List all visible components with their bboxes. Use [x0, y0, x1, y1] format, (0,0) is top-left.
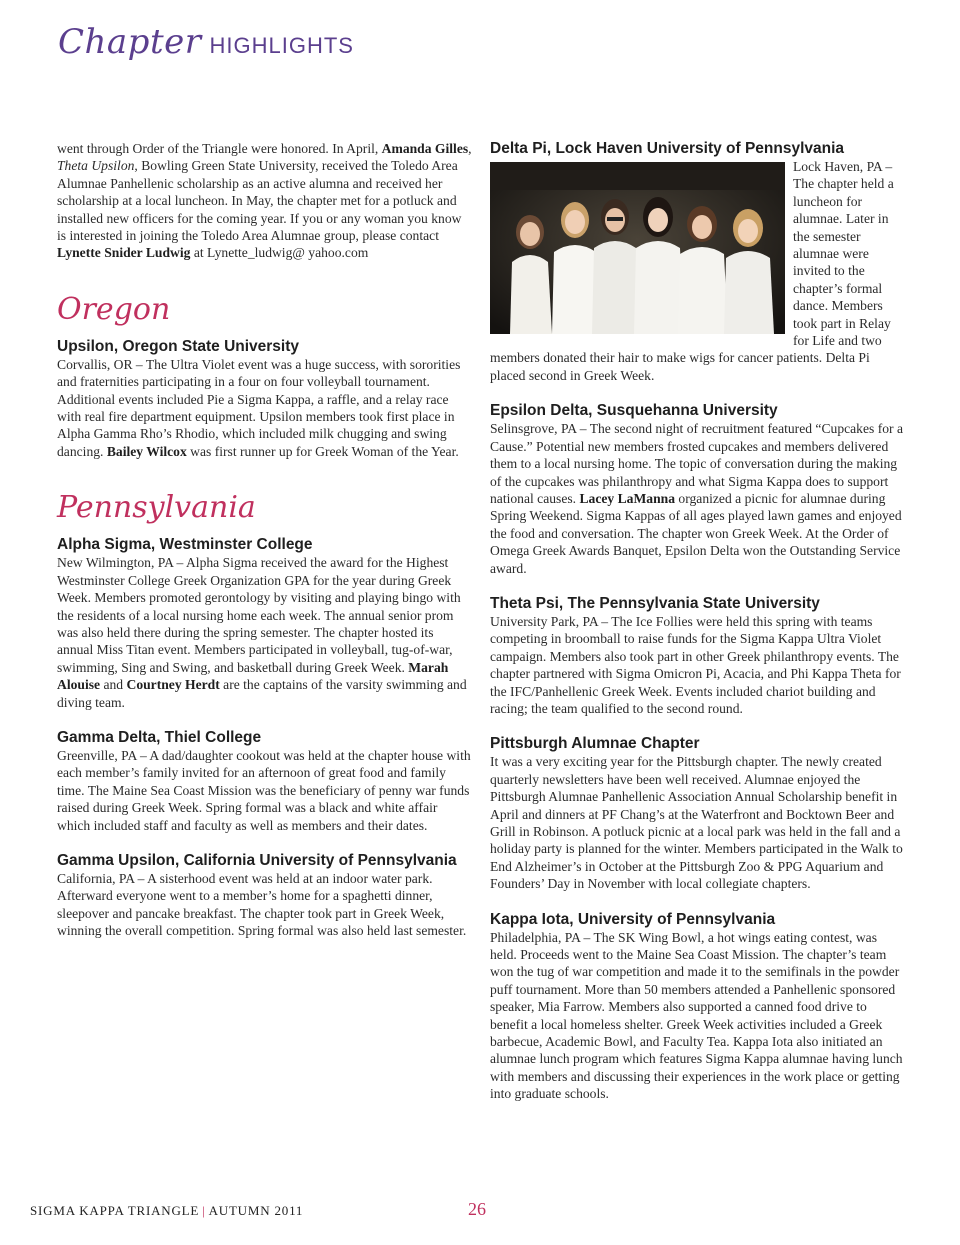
chapter-pittsburgh-alumnae [490, 735, 904, 892]
member-name: Amanda Gilles [381, 141, 469, 156]
chapter-body: University Park, PA – The Ice Follies were held this spring with teams competing in broomball to raise funds for the Sigma Kappa Ultra Violet campaign. Members also took part in other Greek philanthropy events. The chapter partnered with Sigma Omicron Pi, Acacia, and Phi Kappa Theta for the IFC/Panhellenic Greek Week. Events included chariot building and racing; the team qualified to the second round. [490, 613, 901, 716]
page-number: 26 [468, 1199, 486, 1219]
chapter-gamma-upsilon [57, 852, 472, 940]
footer-publication [30, 1203, 303, 1219]
toledo-continuation: went through Order of the Triangle were honored. In April, Amanda Gilles, Theta Upsilon, Bowling Green State University, received the Toledo Area Alumnae Panhellenic scholarship as an active alumna and received her scholarship at a local luncheon. In May, the chapter met for a potluck and installed new officers for the coming year. If you or any woman you know is interested in joining the Toledo Area Alumnae group, please contact Lynette Snider Ludwig at Lynette_ludwig@ yahoo.com [57, 141, 472, 261]
chapter-upsilon [57, 338, 472, 460]
right-column [490, 140, 904, 1121]
section-heading-pennsylvania: Pennsylvania [57, 490, 256, 526]
chapter-title: Theta Psi, The Pennsylvania State University [490, 594, 820, 612]
footer-separator: | [202, 1203, 206, 1218]
chapter-theta-psi [490, 595, 904, 717]
member-name: Courtney Herdt [126, 677, 220, 693]
group-photo [490, 162, 785, 334]
chapter-title: Delta Pi, Lock Haven University of Pennsylvania [490, 140, 845, 157]
member-name: Bailey Wilcox [106, 443, 187, 459]
chapter-body: Selinsgrove, PA – The second night of recruitment featured “Cupcakes for a Cause.” Potential new members frosted cupcakes and members delivered them to a local nursing home. The topic of conversation during the making of the cupcakes was philanthropy and what Sigma Kappa does to support national causes. Lacey LaManna organized a picnic for alumnae during Spring Weekend. Sigma Kappas of all ages played lawn games and enjoyed the food and conversation. The chapter won Greek Week. At the Order of Omega Greek Awards Banquet, Epsilon Delta won the Outstanding Service award. [490, 421, 903, 576]
member-name: Lacey LaManna [579, 490, 676, 506]
chapter-epsilon-delta [490, 402, 904, 577]
chapter-title: Kappa Iota, University of Pennsylvania [490, 910, 776, 928]
issue-date: AUTUMN 2011 [208, 1203, 304, 1218]
header-caps-word: HIGHLIGHTS [209, 33, 354, 58]
chapter-gamma-delta [57, 729, 472, 834]
chapter-body: Philadelphia, PA – The SK Wing Bowl, a hot wings eating contest, was held. Proceeds went to the Maine Sea Coast Mission. The chapter’s team won the tug of war competition and made it to the semifinals in the powder puff tournament. More than 50 members attended a Panhellenic sponsored speaker, Mia Farrow. Members also supported a canned food drive to benefit a local homeless shelter. Greek Week activities included a Greek barbecue, Academic Bowl, and Faculty Tea. Kappa Iota also initiated an alumnae lunch program which features Sigma Kappa alumnae having lunch with members and discussing their experiences in the work place or getting into graduate schools. [490, 929, 903, 1102]
chapter-title: Pittsburgh Alumnae Chapter [490, 735, 700, 753]
chapter-body: California, PA – A sisterhood event was held at an indoor water park. Afterward everyone went to a member’s home for a spaghetti dinner, sleepover and pancake breakfast. The chapter took part in Greek Week, winning the overall competition. Spring formal was also held last semester. [57, 870, 467, 939]
chapter-body: Lock Haven, PA – The chapter held a luncheon for alumnae. Later in the semester alumnae were invited to the chapter’s formal dance. Members took part in Relay for Life and two members donated their hair to make wigs for cancer patients. Delta Pi placed second in Greek Week. [490, 159, 894, 383]
header-script-word: Chapter [58, 22, 202, 62]
chapter-body: It was a very exciting year for the Pittsburgh chapter. The newly created quarterly newsletters have been well received. Alumnae enjoyed the Pittsburgh Alumnae Panhellenic Association Annual Scholarship benefit in April and dinners at PF Chang’s at the Waterfront and Bocktown Beer and Grill in Robinson. A potluck picnic at a local park was held in the fall and a holiday party is planned for the winter. Members participated in the Walk to End Alzheimer’s in October at the Pittsburgh Zoo & PPG Aquarium and Founders’ Day in November with local collegiate chapters. [490, 754, 903, 892]
section-heading-oregon: Oregon [57, 291, 171, 327]
contact-name: Lynette Snider Ludwig [57, 245, 191, 261]
chapter-name: Theta Upsilon [57, 158, 135, 174]
chapter-title: Upsilon, Oregon State University [57, 337, 300, 355]
chapter-kappa-iota [490, 911, 904, 1103]
chapter-alpha-sigma [57, 536, 472, 711]
member-name: Marah Alouise [57, 659, 449, 693]
group-photo-image [490, 162, 785, 334]
chapter-body: Greenville, PA – A dad/daughter cookout was held at the chapter house with each member’s family invited for an afternoon of great food and family time. The Maine Sea Coast Mission was the beneficiary of penny war funds raised during Greek Week. Spring formal was a black and white affair which included staff and faculty as well as members and their dates. [57, 747, 471, 833]
chapter-delta-pi [490, 140, 904, 384]
chapter-title: Alpha Sigma, Westminster College [57, 536, 313, 554]
left-column [57, 140, 472, 958]
chapter-title: Gamma Delta, Thiel College [57, 728, 262, 746]
chapter-title: Epsilon Delta, Susquehanna University [490, 402, 778, 420]
page-header [58, 22, 354, 92]
chapter-body: New Wilmington, PA – Alpha Sigma received the award for the Highest Westminster College Greek Organization GPA for the year during Greek Week. Members promoted gerontology by visiting and playing bingo with the residents of a local nursing home each week. The annual senior prom was also held there during the spring semester. The chapter hosted its annual Miss Titan event. Members participated in volleyball, tug-of-war, swimming, Sing and Swing, and basketball during Greek Week. Marah Alouise and Courtney Herdt are the captains of the varsity swimming and diving team. [57, 555, 467, 710]
chapter-title: Gamma Upsilon, California University of Pennsylvania [57, 851, 457, 869]
chapter-body: Corvallis, OR – The Ultra Violet event was a huge success, with sororities and fraternities participating in a four on four volleyball tournament. Additional events included Pie a Sigma Kappa, a raffle, and a relay race with real fire department equipment. Upsilon members took first place in Alpha Gamma Rho’s Rhodio, which included milk chugging and swing dancing. Bailey Wilcox was first runner up for Greek Woman of the Year. [57, 356, 461, 459]
publication-name: SIGMA KAPPA TRIANGLE [30, 1203, 200, 1218]
